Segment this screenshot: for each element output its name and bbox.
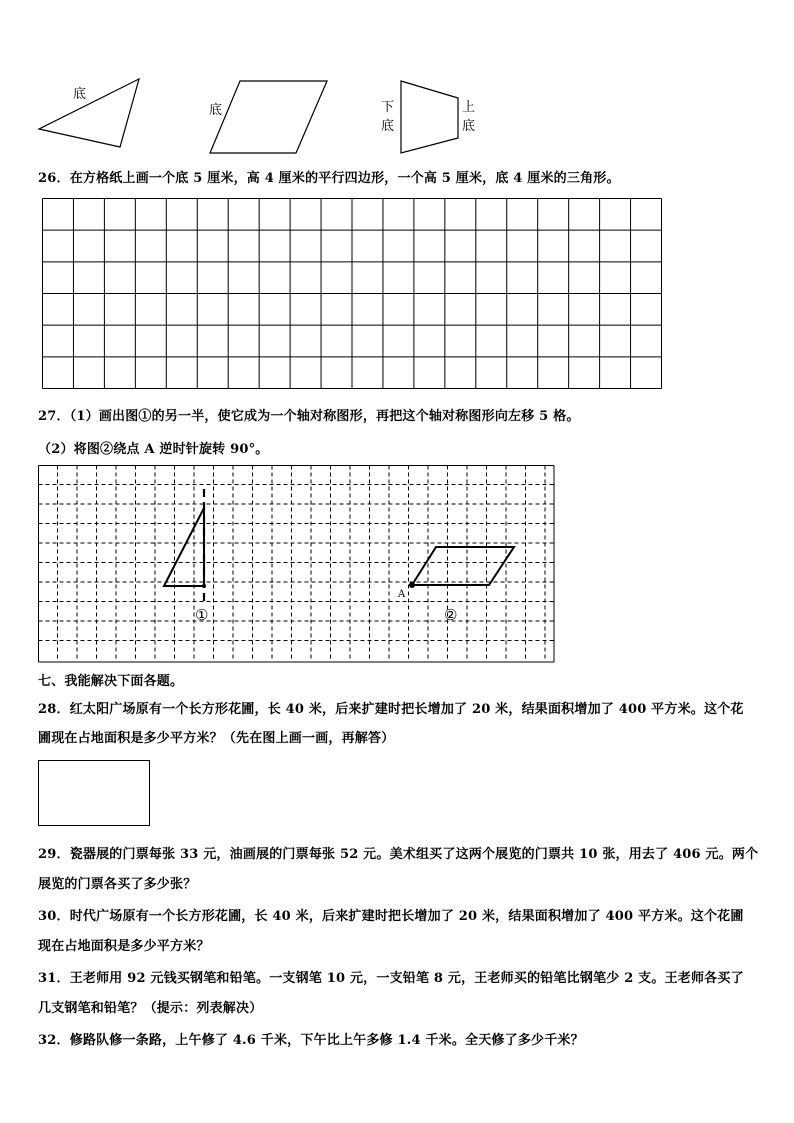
question-26: 26．在方格纸上画一个底 5 厘米，高 4 厘米的平行四边形，一个高 5 厘米，底 4 厘米的三角形。 [38,171,620,186]
rectangle-drawing-box [38,760,150,826]
triangle-shape [0,0,794,170]
question-31-line-2: 几支钢笔和铅笔？（提示：列表解决） [38,1001,263,1016]
trapezoid-upper-base-label: 上底 [462,100,476,134]
square-grid [42,198,662,389]
question-30-line-1: 30．时代广场原有一个长方形花圃，长 40 米，后来扩建时把长增加了 20 米，结果面积增加了 400 平方米。这个花圃 [38,909,744,924]
question-29-line-2: 展览的门票各买了多少张？ [38,877,197,892]
question-28-line-2: 圃现在占地面积是多少平方米？（先在图上画一画，再解答） [38,731,395,746]
question-32: 32．修路队修一条路，上午修了 4.6 千米，下午比上午多修 1.4 千米。全天修了多少千米？ [38,1033,584,1048]
trapezoid-lower-base-label: 下底 [381,100,395,134]
point-a-label: A [398,589,406,600]
question-27-part-2: （2）将图②绕点 A 逆时针旋转 90°。 [38,442,269,457]
figure-2-marker: ② [444,606,458,624]
question-28-line-1: 28．红太阳广场原有一个长方形花圃，长 40 米，后来扩建时把长增加了 20 米，结果面积增加了 400 平方米。这个花 [38,702,744,717]
question-30-line-2: 现在占地面积是多少平方米？ [38,939,210,954]
point-a [409,582,415,588]
section-7-title: 七、我能解决下面各题。 [38,674,184,689]
triangle-base-label: 底 [73,87,87,102]
question-29-line-1: 29．瓷器展的门票每张 33 元，油画展的门票每张 52 元。美术组买了这两个展览的门票共 10 张，用去了 406 元。两个 [38,847,759,862]
question-31-line-1: 31．王老师用 92 元钱买钢笔和铅笔。一支钢笔 10 元，一支铅笔 8 元，王老师买的铅笔比钢笔少 2 支。王老师各买了 [38,971,744,986]
dashed-grid [38,465,555,663]
figure-1-marker: ① [195,606,209,624]
parallelogram-base-label: 底 [209,103,223,118]
figure-2-parallelogram [412,547,514,585]
question-27-part-1: 27．（1）画出图①的另一半，使它成为一个轴对称图形，再把这个轴对称图形向左移 5 格。 [38,409,580,424]
figure-1-half-triangle [164,508,204,586]
